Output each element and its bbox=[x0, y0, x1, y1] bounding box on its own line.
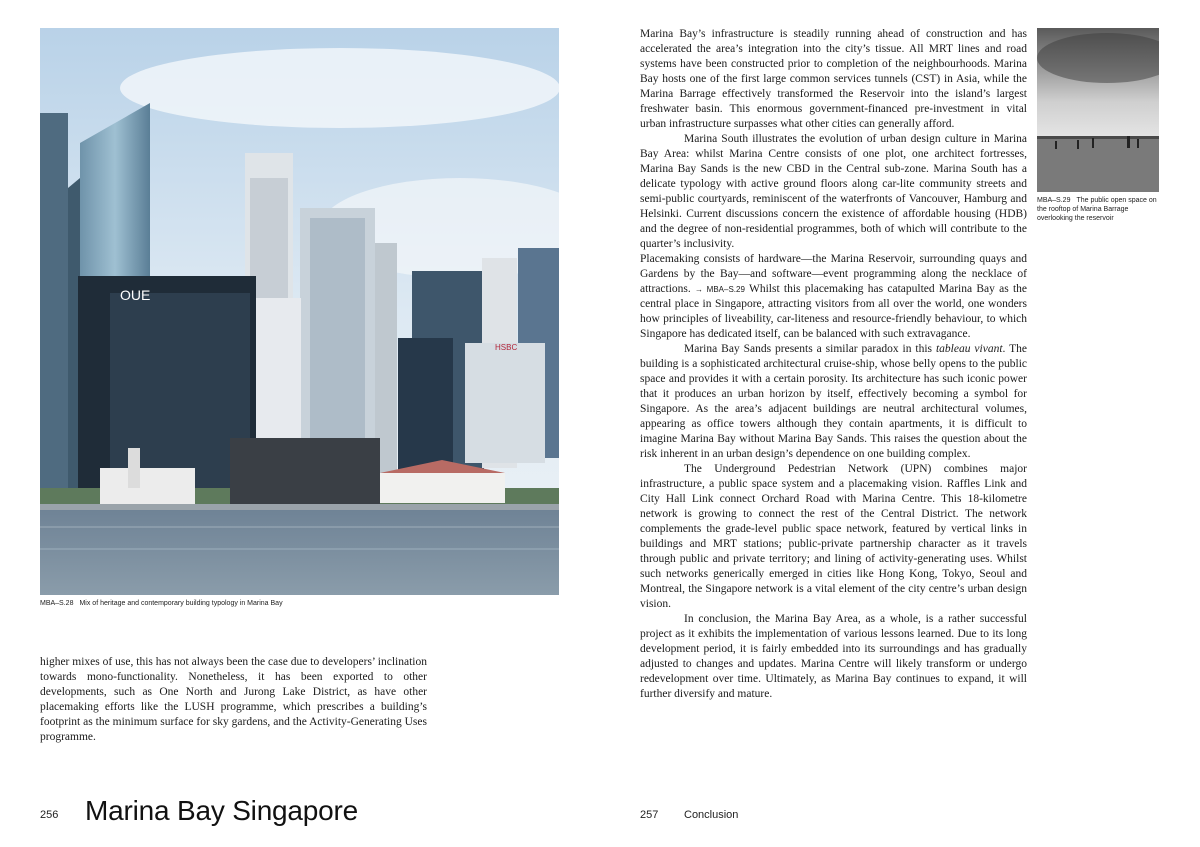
italic-term: tableau vivant bbox=[935, 343, 1003, 355]
paragraph-text: Placemaking consists of hardware—the Marina Reservoir, surrounding quays and Gardens by the Bay—and software—event programming along the necklace of attractions. bbox=[640, 253, 1027, 295]
paragraph: In conclusion, the Marina Bay Area, as a whole, is a rather successful project as it exhibits the implementation of various lessons learned. Due to its long development period, it is fairly embedded into its surroundings and has gradually adjusted to changes and updates. Marina Centre will likely transform or undergo redevelopment over time. Ultimately, as Marina Bay continues to expand, it will further diversify and mature. bbox=[640, 613, 1027, 700]
figure-caption-mba-s29 bbox=[1037, 196, 1162, 223]
marina-bay-skyline-photo bbox=[40, 28, 559, 595]
paragraph-text: Whilst this placemaking has catapulted Marina Bay as the central place in Singapore, attracting visitors from all over the world, one wonders how principles of liveability, car-liteness and resource-friendly behaviour, to which Singapore has dedicated itself, can be balanced with such extravagance. bbox=[640, 283, 1028, 340]
oue-sign: OUE bbox=[120, 287, 151, 303]
figure-label: MBA–S.28 bbox=[40, 600, 74, 607]
paragraph: Marina South illustrates the evolution of urban design culture in Marina Bay Area: whilst Marina Centre consists of one plot, one architect fortresses, Marina Bay Sands is the new CBD in the Central sub-zone. Marina South has a delicate typology with active ground floors along car-lite community streets and semi-public courtyards, reminiscent of the waterfronts of Vancouver, Hamburg and Helsinki. Current discussions concern the existence of affordable housing (HDB) and the degree of non-residential programmes, both of which will contribute to the quarter’s inclusivity. bbox=[640, 133, 1027, 250]
chapter-title: Marina Bay Singapore bbox=[85, 795, 359, 826]
paragraph: The Underground Pedestrian Network (UPN) combines major infrastructure, a public space system and a placemaking vision. Raffles Link and City Hall Link connect Orchard Road with Marina Centre. This 18-kilometre network is growing to connect the rest of the Central District. The network complements the grade-level public space network, featured by vertical links in buildings and MRT stations; public-private partnership character as it travels through public and private territory; and lining of activity-generating uses. Whilst such networks generically emerged in cities like Hong Kong, Tokyo, Seoul and Montreal, the Singapore network is a vital element of the city centre’s urban design vision. bbox=[640, 463, 1027, 610]
figure-label: MBA–S.29 bbox=[1037, 197, 1071, 204]
paragraph: higher mixes of use, this has not always been the case due to developers’ inclination towards mono-functionality. Nonetheless, it has been exported to other developments, such as One North and Jurong Lake District, as have other placemaking efforts like the LUSH programme, which prescribes a building’s footprint as the minimum surface for sky gardens, and the Activity-Generating Uses programme. bbox=[40, 656, 427, 743]
hsbc-sign: HSBC bbox=[495, 343, 518, 352]
marina-barrage-rooftop-photo bbox=[1037, 28, 1159, 192]
section-title: Conclusion bbox=[684, 809, 739, 821]
right-body-text bbox=[640, 27, 1027, 702]
figure-caption-text: Mix of heritage and contemporary building typology in Marina Bay bbox=[79, 600, 283, 607]
left-body-text bbox=[40, 655, 427, 745]
figure-caption-text: The public open space on the rooftop of Marina Barrage overlooking the reservoir bbox=[1037, 197, 1157, 222]
page-number: 256 bbox=[40, 809, 59, 821]
paragraph bbox=[640, 342, 1027, 462]
paragraph-text: Marina Bay Sands presents a similar paradox in this bbox=[684, 343, 933, 355]
figure-reference-link[interactable]: → MBA–S.29 bbox=[695, 285, 745, 294]
figure-caption-mba-s28 bbox=[40, 599, 560, 608]
paragraph: Marina Bay’s infrastructure is steadily running ahead of construction and has accelerated the area’s integration into the city’s tissue. All MRT lines and road systems have been constructed prior to completion of the neighbourhoods. Marina Bay hosts one of the first large common services tunnels (CST) in Asia, while the Marina Barrage effectively transformed the Reservoir into the island’s largest freshwater basin. This enormous government-financed pre-investment in vital urban infrastructure surpasses what other cities can generally afford. bbox=[640, 28, 1027, 130]
page-number: 257 bbox=[640, 809, 659, 821]
paragraph bbox=[640, 252, 1027, 342]
paragraph-text: . The building is a sophisticated architectural cruise-ship, whose belly opens to the public space and provides it with a certain porosity. Its architecture has such iconic power that it produces an urban horizon by itself, effectively becoming a symbol for Singapore. As the area’s adjacent buildings are neutral architectural volumes, appearing as office towers although they contain apartments, it is difficult to imagine Marina Bay without Marina Bay Sands. This raises the question about the risk inherent in an urban design’s dependence on one building complex. bbox=[640, 343, 1027, 460]
